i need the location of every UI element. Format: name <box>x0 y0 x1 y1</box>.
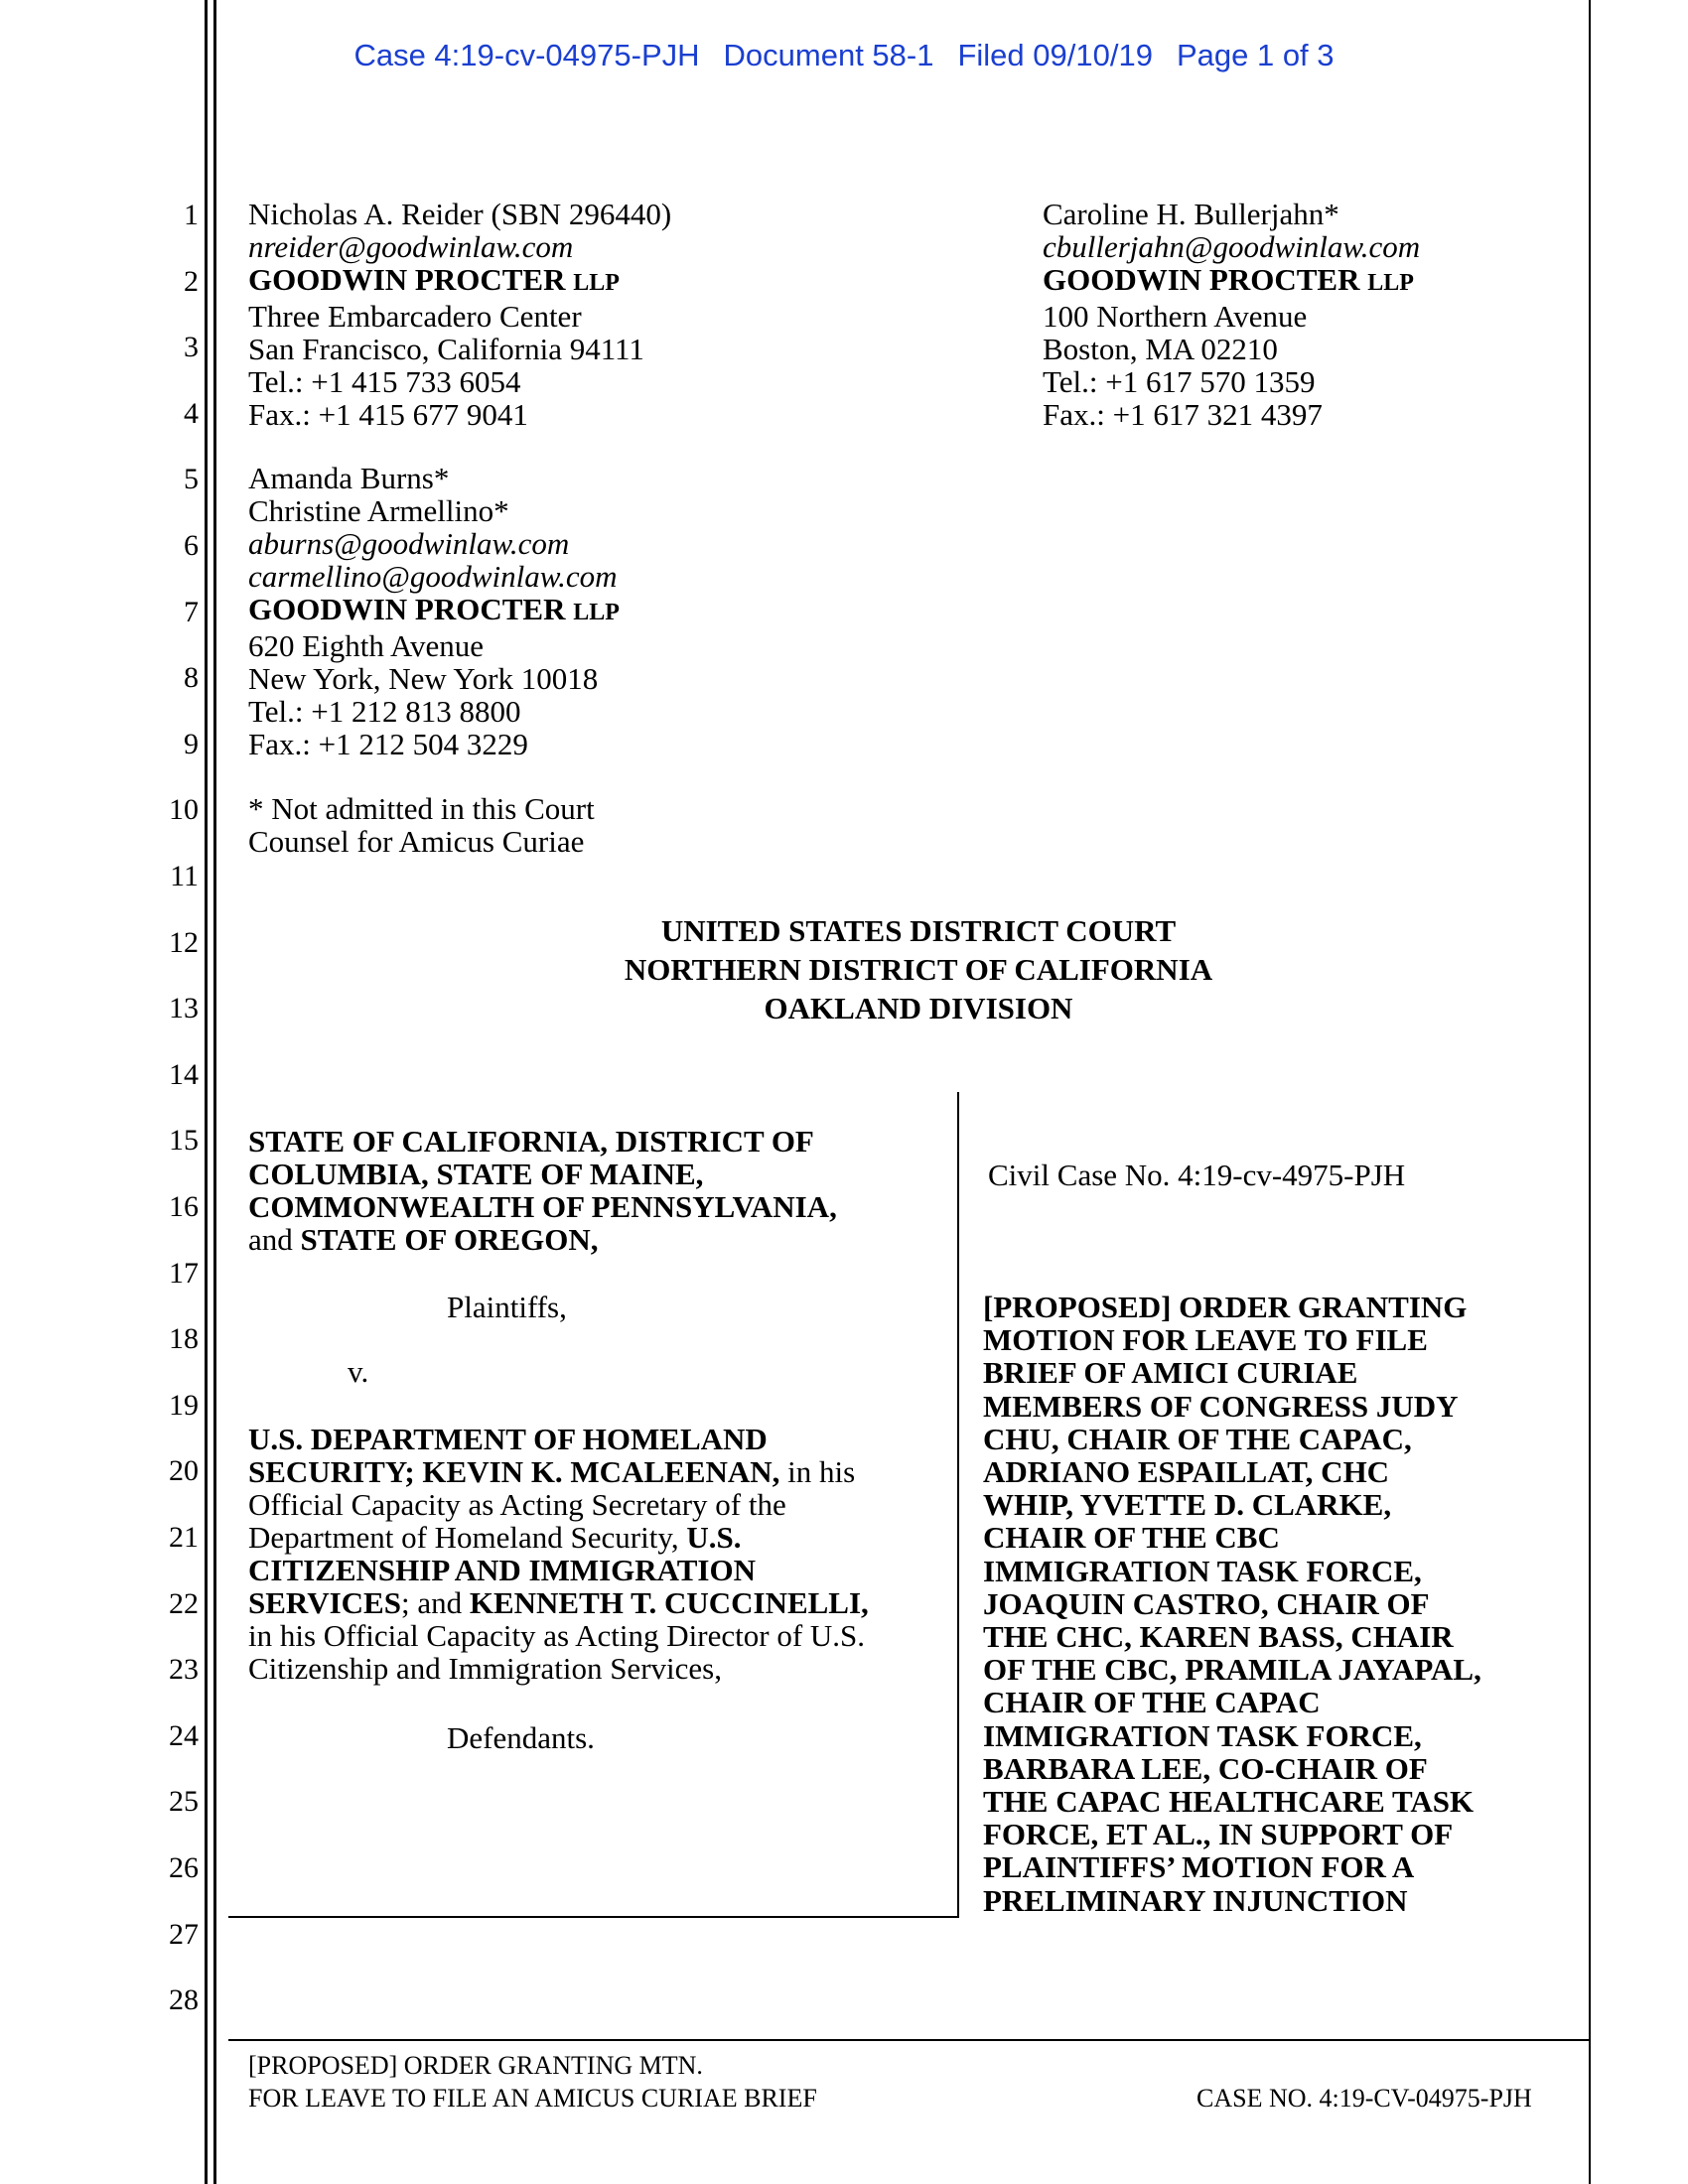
not-admitted-note: * Not admitted in this Court <box>248 791 595 826</box>
line-number: 25 <box>169 1785 199 1819</box>
attorney-name: Christine Armellino* <box>248 493 509 528</box>
right-margin-rule <box>1589 0 1591 2184</box>
firm-fax: Fax.: +1 415 677 9041 <box>248 397 528 432</box>
document-title-line: BRIEF OF AMICI CURIAE <box>983 1355 1358 1391</box>
line-number: 24 <box>169 1718 199 1752</box>
document-title-line: CHAIR OF THE CBC <box>983 1520 1280 1556</box>
defendant-dhs: U.S. DEPARTMENT OF HOMELAND <box>248 1422 768 1456</box>
footer-rule <box>228 2039 1591 2041</box>
filed-date-header: Filed 09/10/19 <box>957 38 1153 72</box>
document-title-line: ADRIANO ESPAILLAT, CHC <box>983 1454 1390 1490</box>
firm-address-line1: 100 Northern Avenue <box>1043 299 1308 334</box>
court-district: NORTHERN DISTRICT OF CALIFORNIA <box>624 952 1213 987</box>
defendants-label: Defendants. <box>447 1720 595 1755</box>
parties-caption <box>248 1125 943 1256</box>
defendant-line: Citizenship and Immigration Services, <box>248 1651 722 1686</box>
document-title-line: WHIP, YVETTE D. CLARKE, <box>983 1487 1392 1523</box>
plaintiff-line: COMMONWEALTH OF PENNSYLVANIA, <box>248 1189 837 1224</box>
firm-name: GOODWIN PROCTER LLP <box>248 262 620 297</box>
document-title-line: BARBARA LEE, CO-CHAIR OF <box>983 1750 1428 1786</box>
attorney-email: aburns@goodwinlaw.com <box>248 526 570 561</box>
line-number: 20 <box>169 1454 199 1488</box>
line-number: 17 <box>169 1256 199 1290</box>
line-number: 15 <box>169 1124 199 1158</box>
court-heading <box>228 911 1609 1027</box>
caption-divider-vertical <box>957 1092 959 1918</box>
firm-name: GOODWIN PROCTER LLP <box>1043 262 1414 297</box>
attorney-name: Caroline H. Bullerjahn* <box>1043 197 1339 231</box>
defendant-uscis: CITIZENSHIP AND IMMIGRATION <box>248 1553 757 1587</box>
document-title-line: FORCE, ET AL., IN SUPPORT OF <box>983 1817 1454 1852</box>
counsel-block-boston <box>1043 198 1420 431</box>
line-number: 5 <box>184 463 199 496</box>
line-number: 23 <box>169 1653 199 1687</box>
line-number: 16 <box>169 1190 199 1223</box>
line-number: 22 <box>169 1586 199 1620</box>
attorney-name: Nicholas A. Reider (SBN 296440) <box>248 197 672 231</box>
plaintiff-line: STATE OF CALIFORNIA, DISTRICT OF <box>248 1124 814 1159</box>
defendant-line: Official Capacity as Acting Secretary of the <box>248 1487 786 1522</box>
line-number: 2 <box>184 264 199 298</box>
court-name: UNITED STATES DISTRICT COURT <box>660 913 1177 948</box>
counsel-block-ny <box>248 462 620 760</box>
footer-case-number: CASE NO. 4:19-CV-04975-PJH <box>1196 2084 1532 2113</box>
document-title-line: MOTION FOR LEAVE TO FILE <box>983 1322 1428 1358</box>
firm-name: GOODWIN PROCTER LLP <box>248 592 620 626</box>
plaintiffs-label: Plaintiffs, <box>447 1290 567 1324</box>
firm-telephone: Tel.: +1 212 813 8800 <box>248 694 521 729</box>
attorney-email: carmellino@goodwinlaw.com <box>248 559 618 594</box>
case-number-header: Case 4:19-cv-04975-PJH <box>353 38 700 72</box>
defendant-line: in his Official Capacity as Acting Director of U.S. <box>248 1618 866 1653</box>
document-title-line: [PROPOSED] ORDER GRANTING <box>983 1290 1468 1324</box>
document-title-line: PLAINTIFFS’ MOTION FOR A <box>983 1849 1415 1885</box>
line-number: 18 <box>169 1322 199 1356</box>
line-number: 3 <box>184 331 199 364</box>
caption-divider-horizontal <box>228 1916 959 1918</box>
defendant-mcaleenan: SECURITY; KEVIN K. MCALEENAN, in his <box>248 1454 856 1489</box>
line-number: 10 <box>169 793 199 827</box>
document-title-line: THE CHC, KAREN BASS, CHAIR <box>983 1619 1454 1655</box>
firm-address-line1: 620 Eighth Avenue <box>248 628 485 663</box>
filing-header <box>0 38 1688 73</box>
plaintiffs-names <box>248 1125 943 1223</box>
line-number: 13 <box>169 992 199 1025</box>
court-division: OAKLAND DIVISION <box>764 991 1073 1025</box>
document-title-line: CHU, CHAIR OF THE CAPAC, <box>983 1421 1412 1456</box>
firm-address-line2: New York, New York 10018 <box>248 661 599 696</box>
document-title-line: PRELIMINARY INJUNCTION <box>983 1882 1408 1918</box>
line-number: 14 <box>169 1057 199 1091</box>
document-title-line: OF THE CBC, PRAMILA JAYAPAL, <box>983 1652 1481 1688</box>
counsel-notes <box>248 792 595 858</box>
attorney-name: Amanda Burns* <box>248 461 450 495</box>
line-number: 1 <box>184 199 199 231</box>
document-title-line: IMMIGRATION TASK FORCE, <box>983 1717 1422 1753</box>
line-number: 12 <box>169 925 199 959</box>
line-number: 7 <box>184 595 199 628</box>
versus: v. <box>348 1354 369 1389</box>
plaintiff-line: COLUMBIA, STATE OF MAINE, <box>248 1157 704 1191</box>
left-margin-rule-inner <box>213 0 216 2184</box>
plaintiffs-last-line: and STATE OF OREGON, <box>248 1222 599 1257</box>
line-number: 6 <box>184 529 199 562</box>
counsel-block-sf <box>248 198 671 431</box>
defendant-line: Department of Homeland Security, U.S. <box>248 1520 742 1555</box>
line-number: 19 <box>169 1388 199 1422</box>
document-title-line: IMMIGRATION TASK FORCE, <box>983 1553 1422 1588</box>
line-number: 8 <box>184 661 199 695</box>
firm-address-line1: Three Embarcadero Center <box>248 299 582 334</box>
firm-fax: Fax.: +1 212 504 3229 <box>248 727 528 761</box>
defendant-cuccinelli: SERVICES; and KENNETH T. CUCCINELLI, <box>248 1585 869 1620</box>
footer-title-line2: FOR LEAVE TO FILE AN AMICUS CURIAE BRIEF <box>248 2084 817 2113</box>
firm-address-line2: San Francisco, California 94111 <box>248 332 644 366</box>
line-number: 9 <box>184 727 199 760</box>
attorney-email: cbullerjahn@goodwinlaw.com <box>1043 229 1421 264</box>
line-number: 26 <box>169 1851 199 1884</box>
attorney-email: nreider@goodwinlaw.com <box>248 229 574 264</box>
document-title <box>983 1291 1481 1917</box>
left-margin-rule-outer <box>205 0 208 2184</box>
firm-fax: Fax.: +1 617 321 4397 <box>1043 397 1323 432</box>
footer-title <box>248 2049 817 2115</box>
document-title-line: CHAIR OF THE CAPAC <box>983 1685 1321 1720</box>
firm-address-line2: Boston, MA 02210 <box>1043 332 1278 366</box>
footer-title-line1: [PROPOSED] ORDER GRANTING MTN. <box>248 2051 703 2080</box>
document-title-line: MEMBERS OF CONGRESS JUDY <box>983 1388 1459 1424</box>
document-title-line: JOAQUIN CASTRO, CHAIR OF <box>983 1585 1430 1621</box>
document-number-header: Document 58-1 <box>723 38 934 72</box>
firm-telephone: Tel.: +1 415 733 6054 <box>248 364 521 399</box>
line-number: 27 <box>169 1917 199 1951</box>
firm-telephone: Tel.: +1 617 570 1359 <box>1043 364 1316 399</box>
counsel-for-note: Counsel for Amicus Curiae <box>248 824 585 859</box>
defendants-caption <box>248 1423 869 1685</box>
line-number: 4 <box>184 396 199 430</box>
line-number: 21 <box>169 1521 199 1554</box>
page-number-header: Page 1 of 3 <box>1176 38 1335 72</box>
line-number: 11 <box>170 860 199 892</box>
civil-case-number: Civil Case No. 4:19-cv-4975-PJH <box>988 1158 1406 1192</box>
document-title-line: THE CAPAC HEALTHCARE TASK <box>983 1784 1475 1820</box>
line-number: 28 <box>169 1983 199 2017</box>
